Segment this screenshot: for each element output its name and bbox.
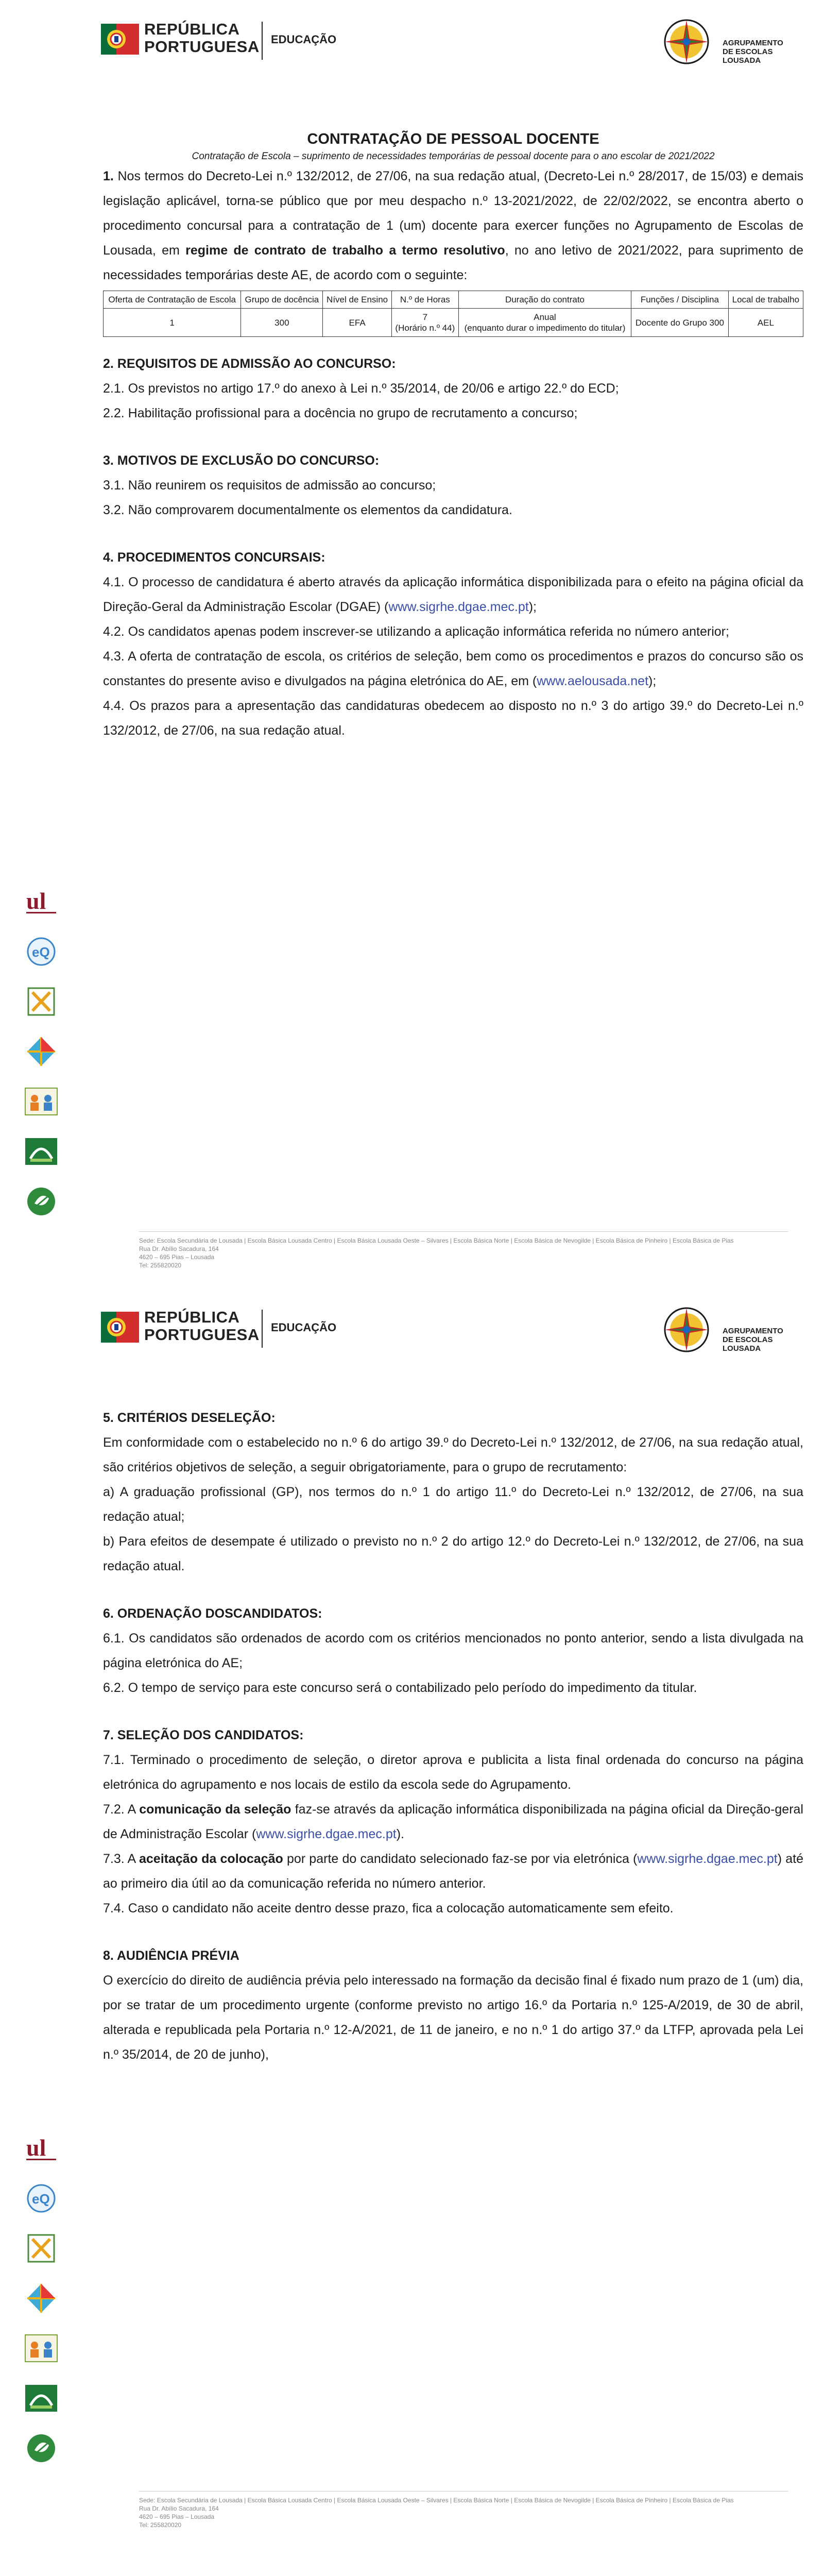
section-4-item-4: 4.4. Os prazos para a apresentação das candidaturas obedecem ao disposto no n.º 3 do artigo 39.º do Decreto-Lei n.º 132/2012, de 27/06, na sua redação atual. <box>103 699 803 738</box>
item-text: 4.3. A oferta de contratação de escola, os critérios de seleção, bem como os procedimentos e prazos do concurso são os constantes do presente aviso e divulgados na página eletrónica do AE, em ( <box>103 649 803 688</box>
table-cell <box>391 309 458 337</box>
item-text: por parte do candidato selecionado faz-se por via eletrónica ( <box>283 1852 638 1866</box>
gov-line-1: REPÚBLICA <box>144 1308 240 1326</box>
sigrhe-link[interactable]: www.sigrhe.dgae.mec.pt <box>388 600 529 614</box>
kite-logo-icon <box>23 2283 59 2314</box>
equity-logo-icon <box>23 2183 59 2214</box>
people-logo-icon <box>23 1086 59 1117</box>
table-header: Oferta de Contratação de Escola <box>104 291 241 309</box>
section-7-item-1: 7.1. Terminado o procedimento de seleção, o diretor aprova e publicita a lista final ordenada do concurso na página eletrónica do agrupamento e nos locais de estilo da escola sede do Agrupamento. <box>103 1753 803 1792</box>
section-6-item-1: 6.1. Os candidatos são ordenados de acordo com os critérios mencionados no ponto anterior, sendo a lista divulgada na página eletrónica do AE; <box>103 1631 803 1670</box>
ul-logo-icon <box>23 886 59 917</box>
partner-logos-sidebar <box>23 886 59 1236</box>
table-cell <box>458 309 631 337</box>
section-8-heading: 8. AUDIÊNCIA PRÉVIA <box>103 1948 239 1963</box>
section-2-item-1: 2.1. Os previstos no artigo 17.º do anexo à Lei n.º 35/2014, de 20/06 e artigo 22.º do ECD; <box>103 381 619 396</box>
section-5-item-b: b) Para efeitos de desempate é utilizado o previsto no n.º 2 do artigo 12.º do Decreto-Lei n.º 132/2012, de 27/06, na sua redação atual. <box>103 1534 803 1573</box>
cross-logo-icon <box>23 986 59 1017</box>
section-4-item-3 <box>103 644 803 693</box>
section-4-heading: 4. PROCEDIMENTOS CONCURSAIS: <box>103 550 325 565</box>
gov-line-2: PORTUGUESA <box>144 38 260 56</box>
green-school-logo-icon <box>23 1136 59 1167</box>
footer-line-1: Sede: Escola Secundária de Lousada | Escola Básica Lousada Centro | Escola Básica Lousada Oeste – Silvares | Escola Básica Norte | Escola Básica de Nevogilde | Escola Básica de Pinheiro | Escola Básica de Pias <box>139 1237 734 1244</box>
intro-text-bold: regime de contrato de trabalho a termo resolutivo <box>185 243 505 258</box>
item-text-bold: aceitação da colocação <box>139 1852 283 1866</box>
offer-table <box>103 291 803 337</box>
government-name <box>144 1309 260 1344</box>
table-row <box>104 309 803 337</box>
table-cell: EFA <box>323 309 391 337</box>
duration-value: Anual <box>534 312 556 322</box>
item-text: ); <box>528 600 537 614</box>
government-name <box>144 21 260 56</box>
section-7-item-4: 7.4. Caso o candidato não aceite dentro desse prazo, fica a colocação automaticamente sem efeito. <box>103 1901 674 1916</box>
document-body-1 <box>103 129 803 743</box>
section-2-heading: 2. REQUISITOS DE ADMISSÃO AO CONCURSO: <box>103 357 396 371</box>
document-subtitle: Contratação de Escola – suprimento de necessidades temporárias de pessoal docente para o ano escolar de 2021/2022 <box>192 151 715 162</box>
portuguese-republic-emblem-icon <box>100 1307 140 1351</box>
table-header-row <box>104 291 803 309</box>
school-line-2: DE ESCOLAS <box>723 1335 773 1344</box>
school-group-logo <box>657 13 783 75</box>
section-3-item-1: 3.1. Não reunirem os requisitos de admissão ao concurso; <box>103 478 436 493</box>
table-cell: Docente do Grupo 300 <box>631 309 729 337</box>
gov-line-2: PORTUGUESA <box>144 1326 260 1344</box>
section-5-heading: 5. CRITÉRIOS DESELEÇÃO: <box>103 1411 276 1425</box>
cross-logo-icon <box>23 2233 59 2264</box>
footer-line-1: Sede: Escola Secundária de Lousada | Escola Básica Lousada Centro | Escola Básica Lousada Oeste – Silvares | Escola Básica Norte | Escola Básica de Nevogilde | Escola Básica de Pinheiro | Escola Básica de Pias <box>139 2497 734 2504</box>
table-header: Grupo de docência <box>241 291 323 309</box>
compass-rose-icon <box>657 13 724 75</box>
section-6-item-2: 6.2. O tempo de serviço para este concurso será o contabilizado pelo período do impedimento da titular. <box>103 1681 697 1695</box>
item-text: faz-se através da aplicação informática disponibilizada na página oficial da Direção-geral de Administração Escolar ( <box>103 1802 803 1841</box>
footer-line-4: Tel: 255820020 <box>139 2521 182 2529</box>
gov-line-1: REPÚBLICA <box>144 20 240 38</box>
school-group-name <box>723 39 783 65</box>
footer-line-3: 4620 – 695 Pias – Lousada <box>139 1253 215 1261</box>
eco-school-logo-icon <box>23 1186 59 1217</box>
page-header <box>93 1298 783 1365</box>
school-line-1: AGRUPAMENTO <box>723 1327 783 1335</box>
item-text: ); <box>648 674 657 688</box>
people-logo-icon <box>23 2333 59 2364</box>
table-header: Local de trabalho <box>728 291 803 309</box>
table-cell: 1 <box>104 309 241 337</box>
portuguese-republic-emblem-icon <box>100 19 140 63</box>
partner-logos-sidebar <box>23 2133 59 2483</box>
section-2-item-2: 2.2. Habilitação profissional para a docência no grupo de recrutamento a concurso; <box>103 406 578 420</box>
equity-logo-icon <box>23 936 59 967</box>
green-school-logo-icon <box>23 2383 59 2414</box>
school-group-logo <box>657 1301 783 1363</box>
footer-line-4: Tel: 255820020 <box>139 1262 182 1269</box>
item-text: ). <box>396 1827 404 1841</box>
school-line-1: AGRUPAMENTO <box>723 39 783 47</box>
ministry-name: EDUCAÇÃO <box>271 33 337 46</box>
item-text: 7.2. A <box>103 1802 140 1817</box>
sigrhe-link[interactable]: www.sigrhe.dgae.mec.pt <box>256 1827 397 1841</box>
hours-value: 7 <box>422 312 428 322</box>
school-line-2: DE ESCOLAS <box>723 47 773 56</box>
intro-paragraph <box>103 164 803 287</box>
eco-school-logo-icon <box>23 2433 59 2464</box>
table-header: Nível de Ensino <box>323 291 391 309</box>
section-4-item-1 <box>103 570 803 619</box>
table-cell: AEL <box>728 309 803 337</box>
ul-logo-icon <box>23 2133 59 2164</box>
page-footer <box>139 2496 788 2529</box>
section-5-item-a: a) A graduação profissional (GP), nos termos do n.º 1 do artigo 11.º do Decreto-Lei n.º 132/2012, de 27/06, na sua redação atual; <box>103 1485 803 1524</box>
intro-number: 1. <box>103 169 114 183</box>
page-header <box>93 10 783 77</box>
table-cell: 300 <box>241 309 323 337</box>
section-8-paragraph: O exercício do direito de audiência prévia pelo interessado na formação da decisão final é fixado num prazo de 1 (um) dia, por se tratar de um procedimento urgente (conforme previsto no artigo 16.º da Portaria n.º 125-A/2019, de 30 de abril, alterada e republicada pela Portaria n.º 12-A/2021, de 11 de janeiro, e no n.º 1 do artigo 37.º da LTFP, aprovada pela Lei n.º 35/2014, de 20 de junho), <box>103 1973 803 2062</box>
kite-logo-icon <box>23 1036 59 1067</box>
item-text: 4.1. O processo de candidatura é aberto através da aplicação informática disponibilizada para o efeito na página oficial da Direção-Geral da Administração Escolar (DGAE) ( <box>103 575 803 614</box>
header-divider <box>262 1310 263 1348</box>
intro-text-b: , no ano letivo de 2021/2022, para suprimento de necessidades temporárias deste AE, de acordo com o seguinte: <box>103 243 803 282</box>
footer-line-2: Rua Dr. Abílio Sacadura, 164 <box>139 2505 219 2512</box>
footer-line-2: Rua Dr. Abílio Sacadura, 164 <box>139 1245 219 1252</box>
section-6-heading: 6. ORDENAÇÃO DOSCANDIDATOS: <box>103 1606 322 1621</box>
footer-line-3: 4620 – 695 Pias – Lousada <box>139 2513 215 2520</box>
document-page-2 <box>0 1288 824 2576</box>
table-header: Duração do contrato <box>458 291 631 309</box>
table-header: N.º de Horas <box>391 291 458 309</box>
header-divider <box>262 22 263 60</box>
school-line-3: LOUSADA <box>723 1344 761 1353</box>
aelousada-link[interactable]: www.aelousada.net <box>537 674 649 688</box>
compass-rose-icon <box>657 1301 724 1363</box>
sigrhe-link[interactable]: www.sigrhe.dgae.mec.pt <box>637 1852 778 1866</box>
section-5-paragraph: Em conformidade com o estabelecido no n.º 6 do artigo 39.º do Decreto-Lei n.º 132/2012, de 27/06, na sua redação atual, são critérios objetivos de seleção, a seguir obrigatoriamente, para o grupo de recrutamento: <box>103 1435 803 1475</box>
schedule-number: (Horário n.º 44) <box>395 323 455 333</box>
section-7-item-3 <box>103 1846 803 1896</box>
duration-note: (enquanto durar o impedimento do titular) <box>464 323 626 333</box>
footer-divider <box>139 2491 788 2492</box>
item-text: 7.3. A <box>103 1852 139 1866</box>
section-7-item-2 <box>103 1797 803 1846</box>
document-title: CONTRATAÇÃO DE PESSOAL DOCENTE <box>307 131 599 147</box>
table-header: Funções / Disciplina <box>631 291 729 309</box>
page-footer <box>139 1236 788 1269</box>
ministry-name: EDUCAÇÃO <box>271 1321 337 1334</box>
intro-text-a: Nos termos do Decreto-Lei n.º 132/2012, de 27/06, na sua redação atual, (Decreto-Lei n.º 28/2017, de 15/03) e demais legislação aplicável, torna-se público que por meu despacho n.º 13-2021/2022, de 22/02/2022, se encontra aberto o procedimento concursal para a contratação de 1 (um) docente para exercer funções no Agrupamento de Escolas de Lousada, em <box>103 169 803 258</box>
item-text-bold: comunicação da seleção <box>139 1802 291 1817</box>
section-7-heading: 7. SELEÇÃO DOS CANDIDATOS: <box>103 1728 304 1742</box>
section-3-item-2: 3.2. Não comprovarem documentalmente os elementos da candidatura. <box>103 503 512 517</box>
section-4-item-2: 4.2. Os candidatos apenas podem inscrever-se utilizando a aplicação informática referida no número anterior; <box>103 624 729 639</box>
section-3-heading: 3. MOTIVOS DE EXCLUSÃO DO CONCURSO: <box>103 453 380 468</box>
school-group-name <box>723 1327 783 1353</box>
footer-divider <box>139 1231 788 1232</box>
school-line-3: LOUSADA <box>723 56 761 65</box>
item-text: ) até ao primeiro dia útil ao da comunicação referida no número anterior. <box>103 1852 803 1891</box>
document-body-2 <box>103 1391 803 2067</box>
